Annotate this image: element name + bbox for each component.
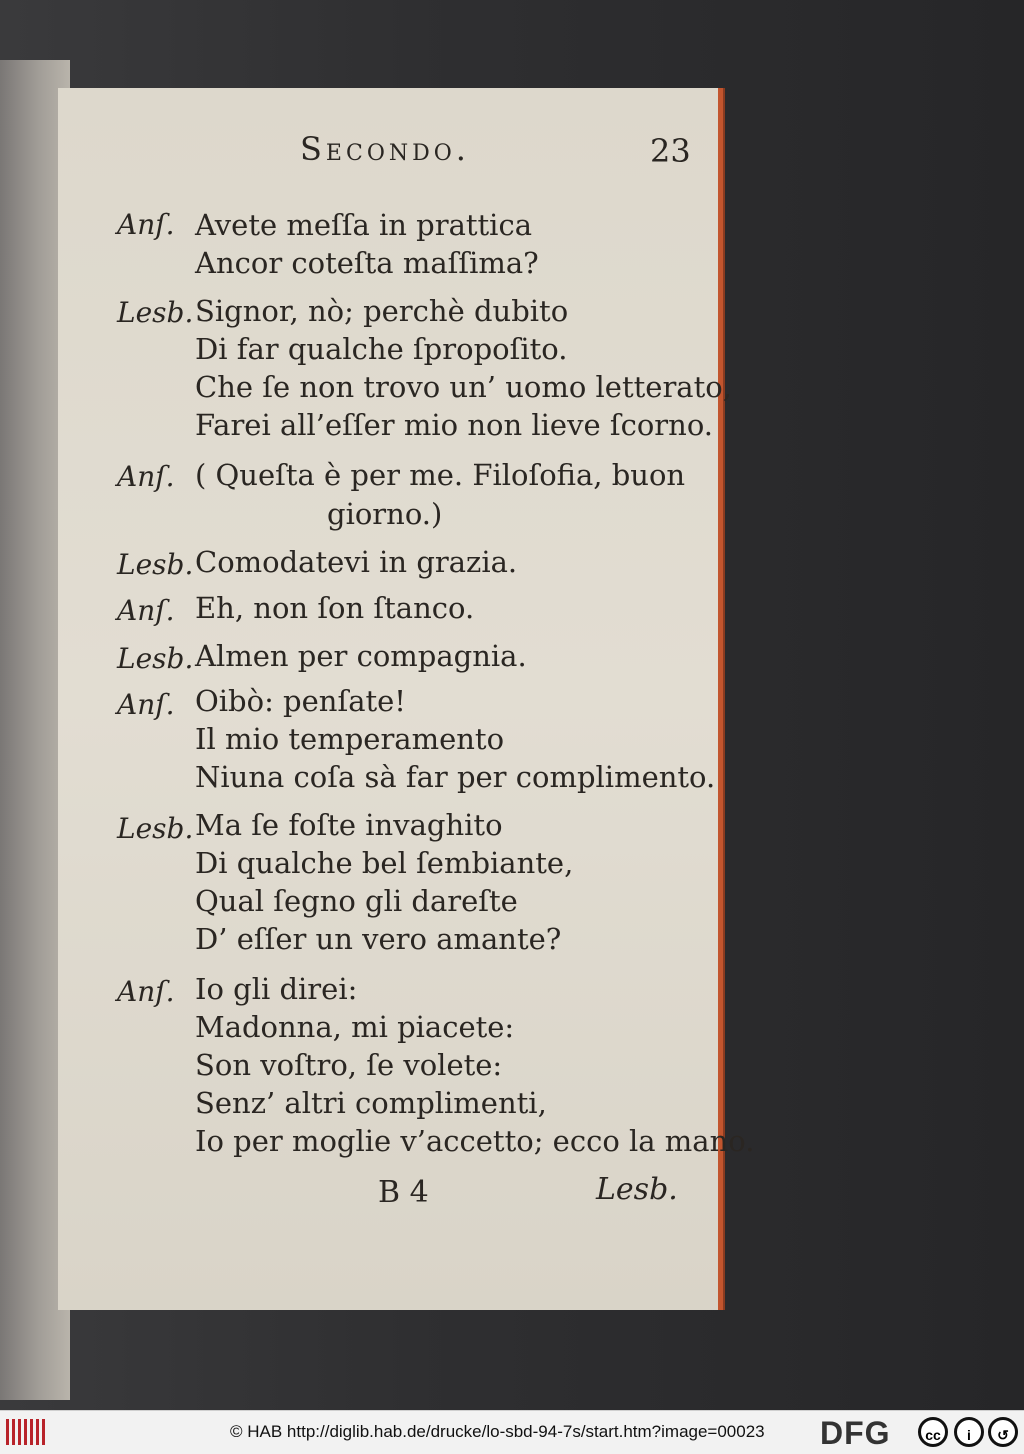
speaker-label: Anſ.: [117, 208, 175, 241]
running-head: Secondo.: [300, 130, 470, 168]
verse-line: Ma ſe foſte invaghito: [195, 808, 503, 842]
verse-line: Senz’ altri complimenti,: [195, 1086, 547, 1120]
verse-line: Io gli direi:: [195, 972, 358, 1006]
verse-line: Di far qualche ſpropoſito.: [195, 332, 568, 366]
catchword: Lesb.: [596, 1172, 678, 1207]
verse-line: Son voſtro, ſe volete:: [195, 1048, 503, 1082]
verse-line: Qual ſegno gli dareſte: [195, 884, 518, 918]
speaker-label: Lesb.: [117, 548, 194, 581]
verse-line: Ancor coteſta maſſima?: [195, 246, 539, 280]
verse-line: Avete meſſa in prattica: [195, 208, 532, 242]
verse-line: Di qualche bel ſembiante,: [195, 846, 574, 880]
page-number: 23: [650, 132, 691, 170]
speaker-label: Lesb.: [117, 296, 194, 329]
cc-icon: cc: [918, 1417, 948, 1447]
verse-line: Almen per compagnia.: [195, 639, 527, 673]
speaker-label: Anſ.: [117, 460, 175, 493]
verse-line: Che ſe non trovo un’ uomo letterato,: [195, 370, 732, 404]
verse-line: D’ eſſer un vero amante?: [195, 922, 562, 956]
viewer-footer-bar: [0, 1410, 1024, 1454]
speaker-label: Anſ.: [117, 688, 175, 721]
verse-line: Eh, non ſon ſtanco.: [195, 591, 475, 625]
verse-line: ( Queſta è per me. Filoſofia, buon: [195, 458, 686, 492]
verse-line: Farei all’eſſer mio non lieve ſcorno.: [195, 408, 713, 442]
signature-mark: B 4: [378, 1175, 429, 1210]
hab-logo-icon: [6, 1419, 46, 1445]
verse-line: giorno.): [327, 497, 443, 531]
speaker-label: Lesb.: [117, 642, 194, 675]
by-icon: i: [954, 1417, 984, 1447]
verse-line: Io per moglie v’accetto; ecco la mano.: [195, 1124, 755, 1158]
verse-line: Signor, nò; perchè dubito: [195, 294, 569, 328]
verse-line: Oibò: penſate!: [195, 684, 406, 718]
speaker-label: Lesb.: [117, 812, 194, 845]
dfg-logo: DFG: [820, 1415, 891, 1451]
speaker-label: Anſ.: [117, 975, 175, 1008]
copyright-link[interactable]: © HAB http://diglib.hab.de/drucke/lo-sbd-94-7s/start.htm?image=00023: [230, 1422, 765, 1441]
verse-line: Comodatevi in grazia.: [195, 545, 518, 579]
sa-icon: ↺: [988, 1417, 1018, 1447]
verse-line: Il mio temperamento: [195, 722, 505, 756]
speaker-label: Anſ.: [117, 594, 175, 627]
verse-line: Niuna coſa sà far per complimento.: [195, 760, 716, 794]
verse-line: Madonna, mi piacete:: [195, 1010, 515, 1044]
